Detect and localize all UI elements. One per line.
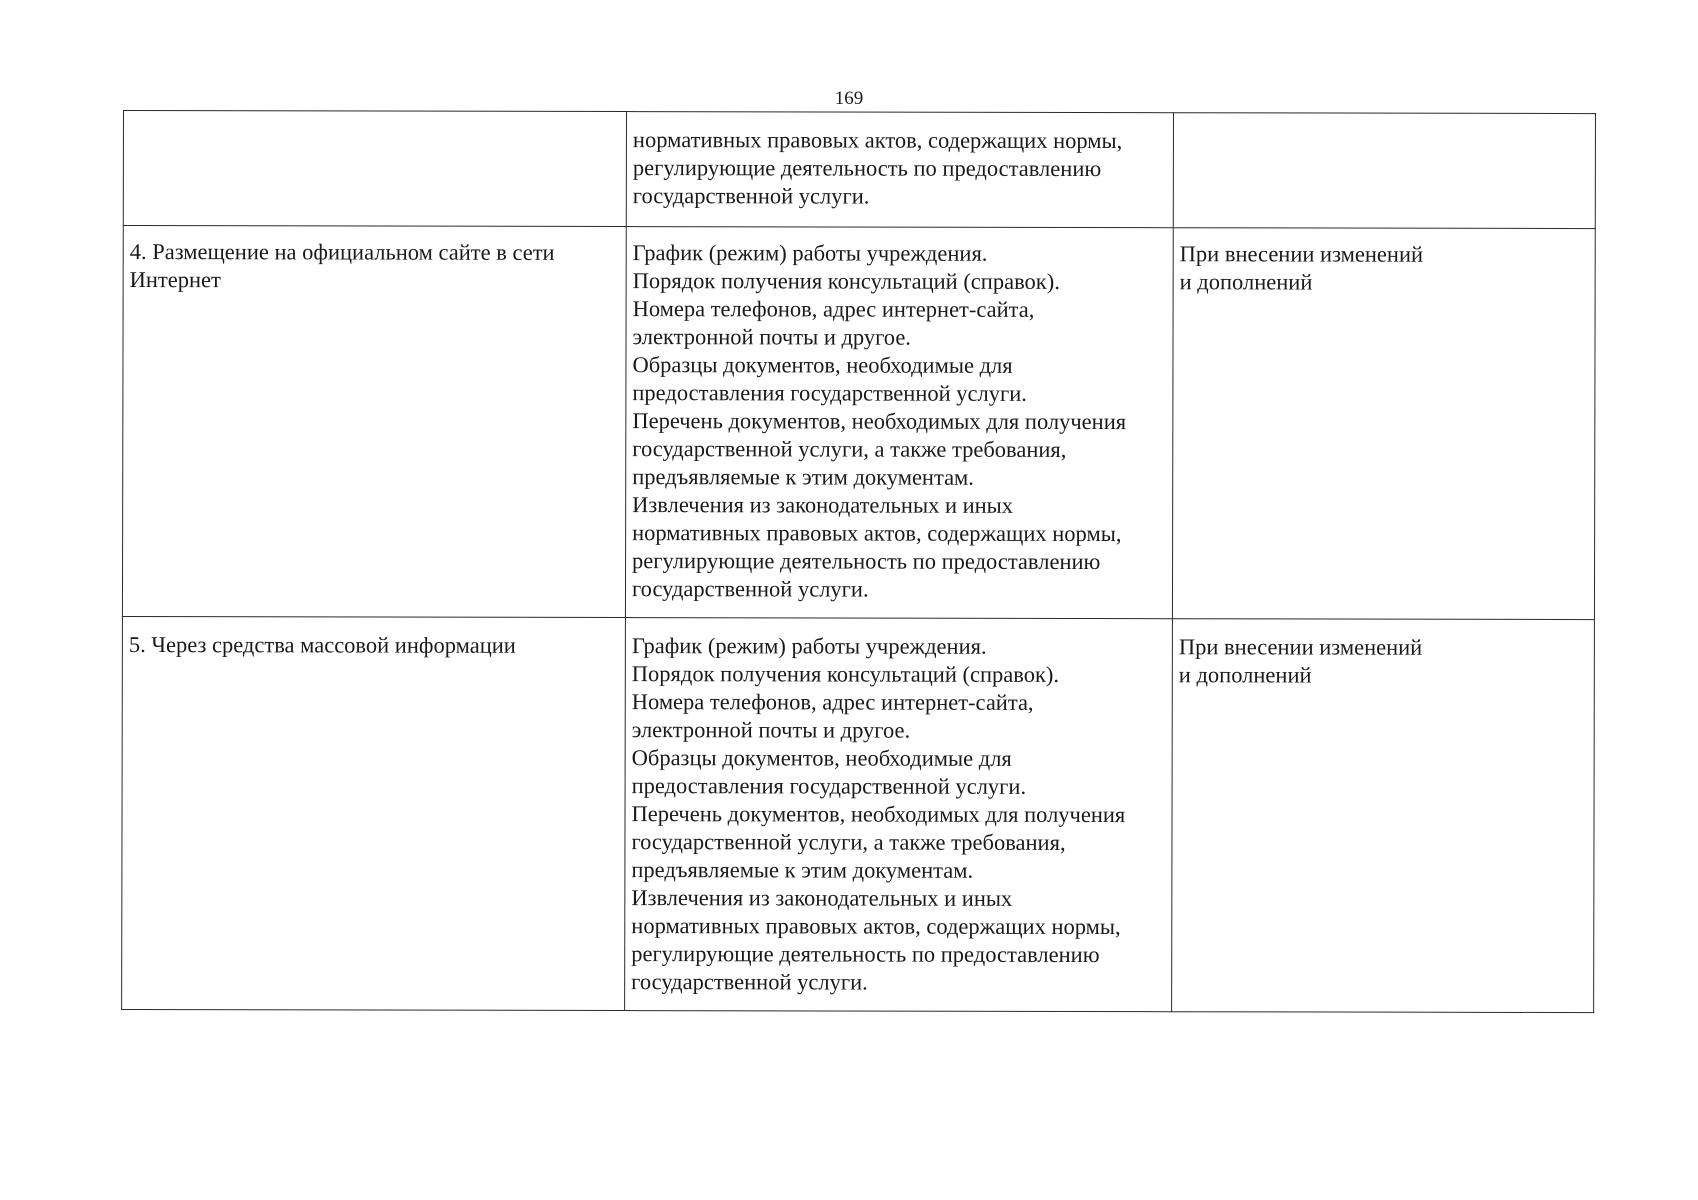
content-line: государственной услуги. xyxy=(631,576,869,602)
content-line: государственной услуги. xyxy=(631,969,868,995)
content-line: государственной услуги, а также требования, xyxy=(631,829,1066,855)
content-line: Перечень документов, необходимых для получения xyxy=(631,801,1126,828)
content-line: регулирующие деятельность по предоставлению xyxy=(632,548,1101,575)
content-line: Извлечения из законодательных и иных xyxy=(632,492,1014,518)
content-line: Перечень документов, необходимых для получения xyxy=(632,408,1127,435)
content-line: Порядок получения консультаций (справок). xyxy=(632,268,1060,294)
content-line: нормативных правовых актов, содержащих нормы, xyxy=(632,127,1123,154)
content-line: предъявляемые к этим документам. xyxy=(632,464,974,490)
content-line: График (режим) работы учреждения. xyxy=(631,633,987,659)
method-cell: 5. Через средства массовой информации xyxy=(122,616,626,1010)
frequency-line: При внесении изменений xyxy=(1178,634,1423,660)
content-line: Извлечения из законодательных и иных xyxy=(631,885,1013,911)
content-line: электронной почты и другое. xyxy=(631,717,911,743)
table-row xyxy=(122,616,1595,1012)
content-line: предоставления государственной услуги. xyxy=(631,773,1027,799)
method-cell: 4. Размещение на официальном сайте в сети Интернет xyxy=(122,226,626,618)
frequency-cell xyxy=(1172,619,1595,1013)
content-line: регулирующие деятельность по предоставлению xyxy=(632,155,1102,182)
method-cell xyxy=(123,111,626,227)
content-line: предъявляемые к этим документам. xyxy=(631,857,974,883)
info-methods-table xyxy=(121,110,1596,1013)
content-cell xyxy=(626,112,1173,228)
content-line: Порядок получения консультаций (справок). xyxy=(631,661,1060,687)
frequency-line: и дополнений xyxy=(1179,269,1313,295)
content-line: электронной почты и другое. xyxy=(632,324,911,350)
content-cell xyxy=(625,618,1173,1012)
table-row xyxy=(122,226,1595,620)
frequency-cell xyxy=(1173,113,1595,229)
frequency-line: и дополнений xyxy=(1178,662,1312,688)
content-line: Номера телефонов, адрес интернет-сайта, xyxy=(631,689,1034,715)
table-row xyxy=(123,111,1595,229)
content-line: регулирующие деятельность по предоставлению xyxy=(631,941,1100,968)
content-line: Образцы документов, необходимые для xyxy=(632,352,1013,378)
content-line: нормативных правовых актов, содержащих нормы, xyxy=(631,913,1121,940)
page-number: 169 xyxy=(834,88,864,109)
content-cell xyxy=(625,227,1173,619)
content-line: предоставления государственной услуги. xyxy=(632,380,1027,406)
frequency-line: При внесении изменений xyxy=(1179,241,1424,267)
content-line: государственной услуги, а также требования, xyxy=(632,436,1067,462)
content-line: государственной услуги. xyxy=(632,183,870,209)
frequency-cell xyxy=(1172,228,1595,620)
content-line: Образцы документов, необходимые для xyxy=(631,745,1012,771)
content-line: нормативных правовых актов, содержащих нормы, xyxy=(632,520,1122,547)
content-line: График (режим) работы учреждения. xyxy=(632,240,988,266)
content-line: Номера телефонов, адрес интернет-сайта, xyxy=(632,296,1035,322)
